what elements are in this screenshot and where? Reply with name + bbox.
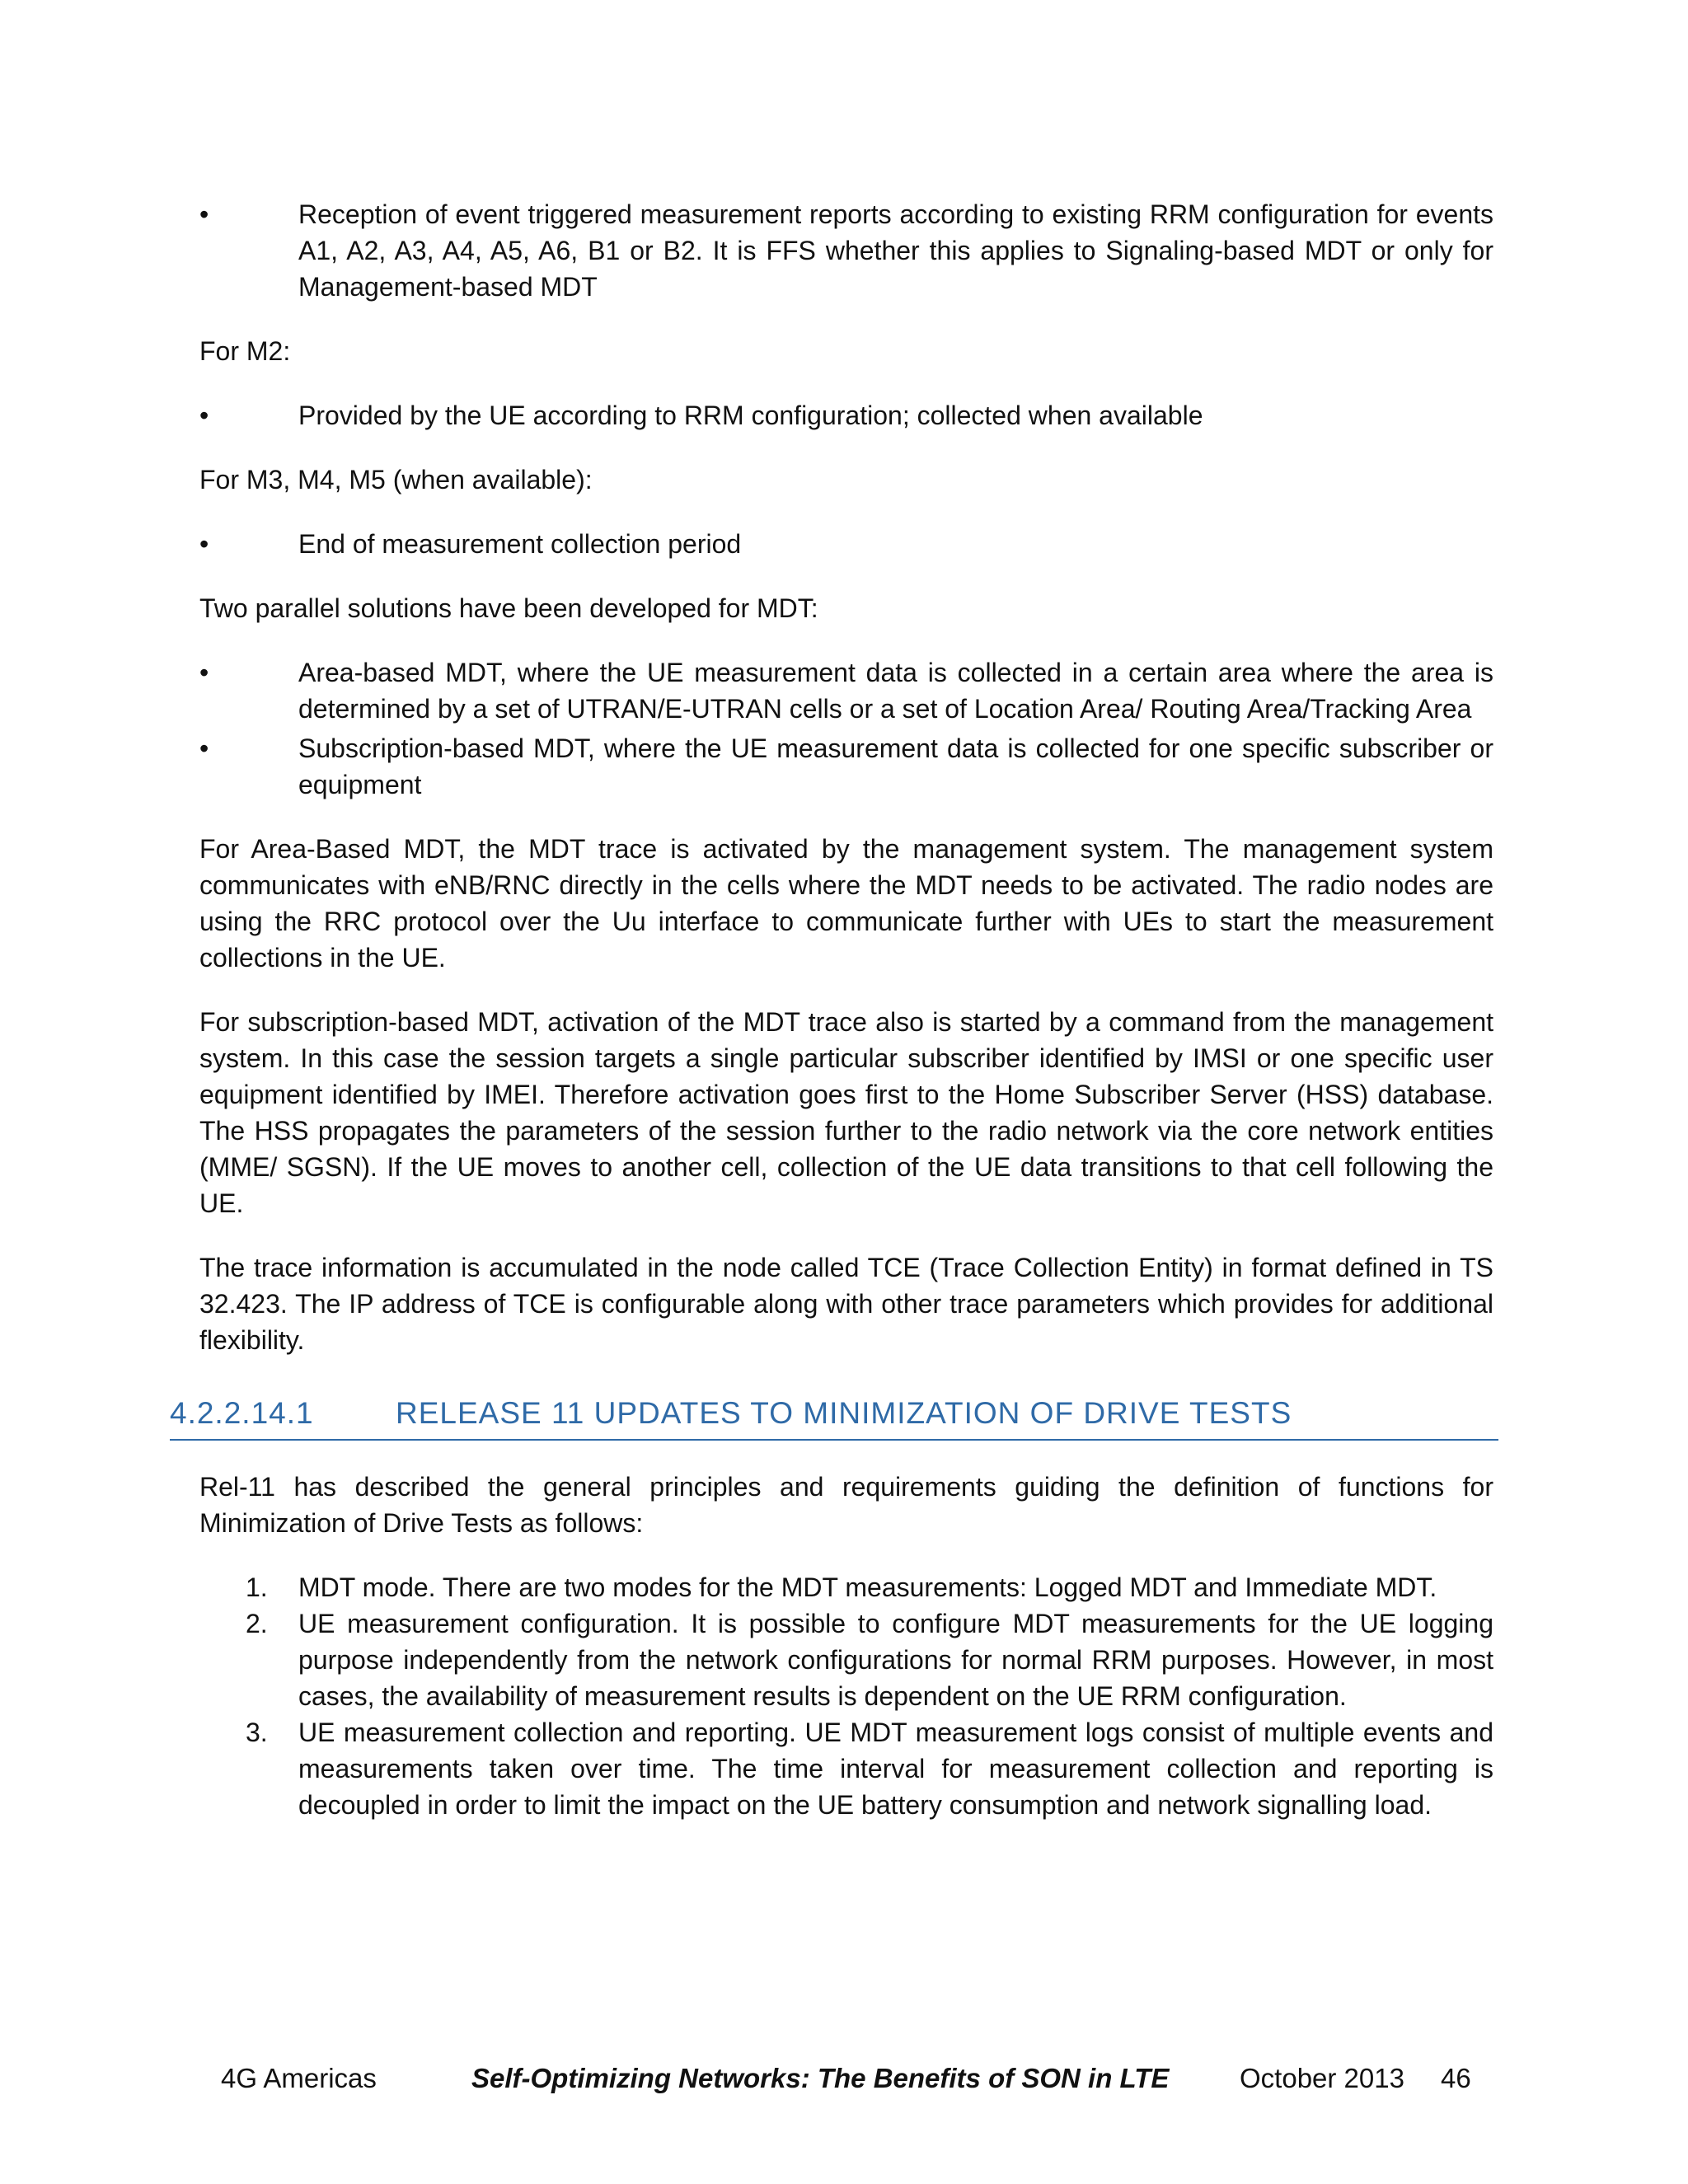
bullet-text: Area-based MDT, where the UE measurement data is collected in a certain area where the area is determined by a set of UTRAN/E-UTRAN cells or a set of Location Area/ Routing Area/Tracking Area (298, 658, 1493, 724)
list-number: 2. (246, 1609, 268, 1638)
list-text: UE measurement collection and reporting. UE MDT measurement logs consist of multiple events and measurements taken over time. The time interval for measurement collection and reporting is decoupled in order to limit the impact on the UE battery consumption and network signalling load. (298, 1718, 1493, 1820)
list-item (199, 1714, 1493, 1823)
footer-org: 4G Americas (221, 2063, 377, 2093)
section-number: 4.2.2.14.1 (170, 1396, 314, 1430)
bullet-text: Reception of event triggered measurement reports according to existing RRM configuration for events A1, A2, A3, A4, A5, A6, B1 or B2. It is FFS whether this applies to Signaling-based MDT or only for Management-based MDT (298, 199, 1493, 302)
list-number: 1. (246, 1572, 268, 1602)
section-title: RELEASE 11 UPDATES TO MINIMIZATION OF DRIVE TESTS (396, 1396, 1292, 1430)
paragraph-subscription-based: For subscription-based MDT, activation of the MDT trace also is started by a command from the management system. In this case the session targets a single particular subscriber identified by IMSI or one specific user equipment identified by IMEI. Therefore activation goes first to the Home Subscriber Server (HSS) database. The HSS propagates the parameters of the session further to the radio network via the core network entities (MME/ SGSN). If the UE moves to another cell, collection of the UE data transitions to that cell following the UE. (199, 1007, 1493, 1218)
list-text: MDT mode. There are two modes for the MDT measurements: Logged MDT and Immediate MDT. (298, 1572, 1437, 1602)
page-number: 46 (1441, 2063, 1471, 2093)
list-number: 3. (246, 1718, 268, 1747)
bullet-text: Provided by the UE according to RRM configuration; collected when available (298, 401, 1203, 430)
bullet-text: End of measurement collection period (298, 529, 742, 559)
bullet-glyph: • (199, 733, 209, 763)
list-text: UE measurement configuration. It is possible to configure MDT measurements for the UE logging purpose independently from the network configurations for normal RRM purposes. However, in most cases, the availability of measurement results is dependent on the UE RRM configuration. (298, 1609, 1493, 1711)
list-item (199, 1569, 1493, 1605)
label-for-m2: For M2: (199, 336, 291, 366)
bullet-item (199, 526, 1493, 562)
paragraph-rel11: Rel-11 has described the general principles and requirements guiding the definition of functions for Minimization of Drive Tests as follows: (199, 1472, 1493, 1538)
bullet-glyph: • (199, 529, 209, 559)
bullet-item (199, 730, 1493, 803)
paragraph-trace-info: The trace information is accumulated in the node called TCE (Trace Collection Entity) in format defined in TS 32.423. The IP address of TCE is configurable along with other trace parameters which provides for additional flexibility. (199, 1253, 1493, 1355)
section-heading (170, 1393, 1498, 1441)
intro-solutions: Two parallel solutions have been developed for MDT: (199, 593, 818, 623)
bullet-item (199, 654, 1493, 727)
footer-date: October 2013 (1240, 2063, 1404, 2093)
bullet-glyph: • (199, 199, 209, 229)
footer-title: Self-Optimizing Networks: The Benefits of SON in LTE (471, 2063, 1170, 2093)
bullet-item (199, 196, 1493, 305)
list-item (199, 1605, 1493, 1714)
page-content (170, 196, 1493, 1823)
bullet-item (199, 397, 1493, 434)
bullet-glyph: • (199, 658, 209, 687)
paragraph-area-based: For Area-Based MDT, the MDT trace is activated by the management system. The management system communicates with eNB/RNC directly in the cells where the MDT needs to be activated. The radio nodes are using the RRC protocol over the Uu interface to communicate further with UEs to start the measurement collections in the UE. (199, 834, 1493, 972)
bullet-text: Subscription-based MDT, where the UE measurement data is collected for one specific subscriber or equipment (298, 733, 1493, 799)
label-for-m345: For M3, M4, M5 (when available): (199, 465, 593, 494)
bullet-glyph: • (199, 401, 209, 430)
